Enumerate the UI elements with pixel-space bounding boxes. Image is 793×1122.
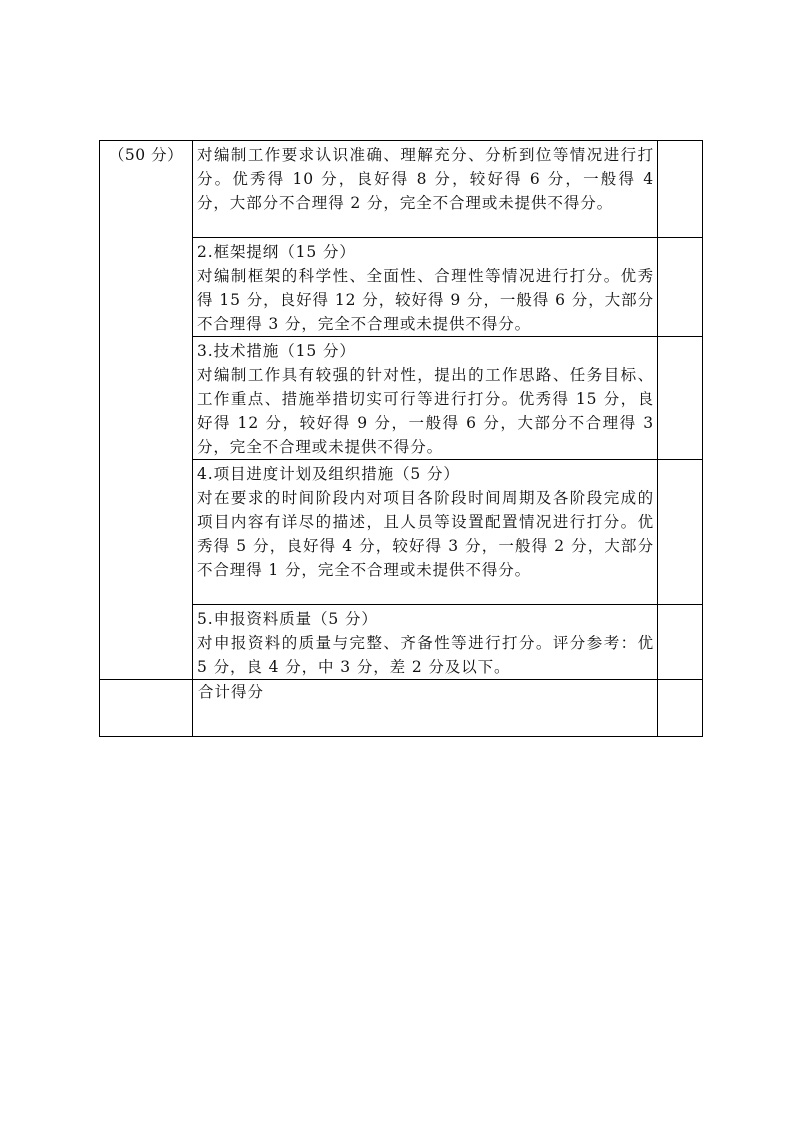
score-entry-cell[interactable]: [658, 238, 703, 337]
total-score-label: 合计得分: [198, 683, 265, 701]
criterion-cell: [193, 605, 658, 680]
criterion-body: 对编制工作要求认识准确、理解充分、分析到位等情况进行打分。优秀得 10 分，良好得 8 分，较好得 6 分，一般得 4 分，大部分不合理得 2 分，完全不合理或未提供不得分。: [197, 146, 654, 212]
criterion-heading: 4.项目进度计划及组织措施（5 分）: [197, 465, 460, 483]
criterion-cell: [193, 337, 658, 460]
criterion-body: 对编制工作具有较强的针对性，提出的工作思路、任务目标、工作重点、措施举措切实可行等进行打分。优秀得 15 分，良好得 12 分，较好得 9 分，一般得 6 分，大部分不合理得 3 分，完全不合理或未提供不得分。: [197, 366, 654, 456]
score-entry-cell[interactable]: [658, 337, 703, 460]
criterion-cell: [193, 141, 658, 238]
category-cell: [100, 141, 193, 680]
table-row: [100, 141, 703, 238]
criterion-body: 对申报资料的质量与完整、齐备性等进行打分。评分参考：优 5 分，良 4 分，中 3 分，差 2 分及以下。: [197, 634, 654, 676]
criterion-heading: 2.框架提纲（15 分）: [197, 243, 356, 261]
criterion-heading: 5.申报资料质量（5 分）: [197, 610, 378, 628]
score-entry-cell[interactable]: [658, 605, 703, 680]
total-label-cell: [193, 680, 658, 737]
total-blank-cell: [100, 680, 193, 737]
total-score-entry-cell[interactable]: [658, 680, 703, 737]
criterion-heading: 3.技术措施（15 分）: [197, 342, 356, 360]
category-score-label: （50 分）: [108, 146, 184, 164]
criterion-cell: [193, 238, 658, 337]
criterion-cell: [193, 460, 658, 605]
criterion-body: 对在要求的时间阶段内对项目各阶段时间周期及各阶段完成的项目内容有详尽的描述，且人员等设置配置情况进行打分。优秀得 5 分，良好得 4 分，较好得 3 分，一般得 2 分，大部分不合理得 1 分，完全不合理或未提供不得分。: [197, 489, 654, 579]
scoring-table: [99, 140, 703, 737]
score-entry-cell[interactable]: [658, 141, 703, 238]
total-row: [100, 680, 703, 737]
score-entry-cell[interactable]: [658, 460, 703, 605]
criterion-body: 对编制框架的科学性、全面性、合理性等情况进行打分。优秀得 15 分，良好得 12 分，较好得 9 分，一般得 6 分，大部分不合理得 3 分，完全不合理或未提供不得分。: [197, 267, 654, 333]
